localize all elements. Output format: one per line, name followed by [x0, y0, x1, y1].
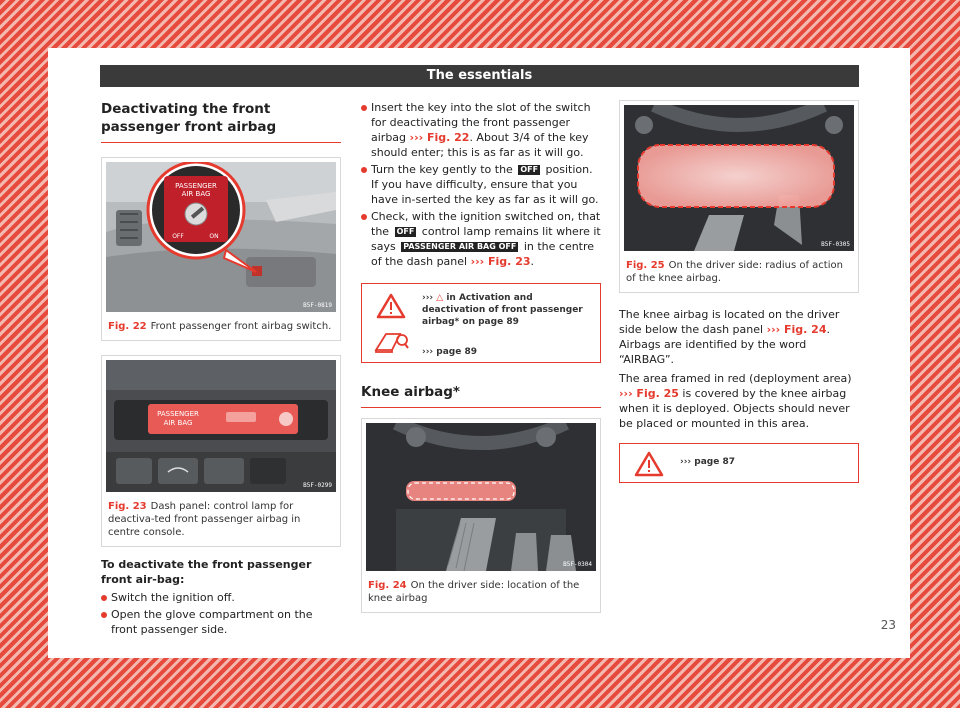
bullet-item: Switch the ignition off. — [101, 590, 341, 605]
figure-caption: Fig. 25 On the driver side: radius of action of the knee airbag. — [626, 260, 843, 284]
figure-code: B5F-0304 — [563, 561, 592, 568]
section-title: Knee airbag* — [361, 383, 601, 408]
figure-code: B5F-0819 — [303, 302, 332, 309]
bullet-item: Turn the key gently to the OFF position. If you have difficulty, ensure that you have in-serted the key as far as it will go. — [361, 162, 601, 207]
warning-box — [619, 443, 859, 483]
warning-triangle-icon — [634, 451, 664, 477]
page-reference[interactable]: ››› page 87 — [680, 457, 735, 467]
figure-link[interactable]: ››› Fig. 23 — [470, 255, 531, 268]
knee-airbag-location-illustration — [366, 423, 596, 571]
figure-caption: Fig. 24 On the driver side: location of the knee airbag — [368, 580, 580, 604]
dashboard-illustration — [106, 162, 336, 312]
bullet-item: Check, with the ignition switched on, that the OFF control lamp remains lit where it says PASSENGER AIR BAG OFF in the centre of the dash panel ››› Fig. 23. — [361, 209, 601, 269]
figure-23 — [101, 355, 341, 547]
figure-number: Fig. 23 — [108, 501, 147, 512]
console-illustration — [106, 360, 336, 492]
figure-code: B5F-0305 — [821, 241, 850, 248]
switch-off-label: OFF — [172, 233, 184, 240]
switch-label-2: AIR BAG — [181, 190, 211, 198]
subheading: To deactivate the front passenger front air-bag: — [101, 558, 312, 586]
page-number: 23 — [880, 618, 896, 632]
off-symbol: OFF — [520, 165, 539, 174]
column-right — [619, 100, 859, 483]
column-middle — [361, 100, 601, 613]
lamp-label-2: AIR BAG — [163, 419, 193, 427]
figure-number: Fig. 24 — [368, 580, 407, 591]
off-symbol: OFF — [396, 227, 415, 236]
figure-number: Fig. 25 — [626, 260, 665, 271]
figure-caption: Fig. 22 Front passenger front airbag switch. — [108, 321, 332, 332]
column-left — [101, 100, 341, 639]
switch-label-1: PASSENGER — [175, 182, 217, 190]
bullet-item: Open the glove compartment on the front passenger side. — [101, 607, 341, 637]
section-title: Deactivating the front passenger front airbag — [101, 100, 341, 143]
fig23-image — [106, 360, 336, 492]
page-header: The essentials — [100, 65, 859, 87]
figure-24 — [361, 418, 601, 613]
figure-number: Fig. 22 — [108, 321, 147, 332]
fig25-image — [624, 105, 854, 251]
figure-code: B5F-0299 — [303, 482, 332, 489]
deployment-area-paragraph: The area framed in red (deployment area) ››› Fig. 25 is covered by the knee airbag when it is deployed. Objects should never be placed or mounted in this area. — [619, 372, 852, 430]
figure-link[interactable]: ››› Fig. 25 — [619, 387, 679, 400]
figure-22 — [101, 157, 341, 341]
figure-25 — [619, 100, 859, 293]
bullet-list — [361, 100, 601, 269]
knee-airbag-paragraph: The knee airbag is located on the driver side below the dash panel ››› Fig. 24. Airbags are identified by the word “AIRBAG”. — [619, 308, 840, 366]
page-reference[interactable]: ››› page 89 — [422, 347, 477, 357]
passenger-airbag-off-symbol: PASSENGER AIR BAG OFF — [403, 242, 517, 251]
figure-link[interactable]: ››› Fig. 22 — [409, 131, 470, 144]
fig24-image — [366, 423, 596, 571]
instructions — [101, 557, 341, 637]
warning-triangle-icon — [376, 293, 406, 319]
figure-caption: Fig. 23 Dash panel: control lamp for deactiva-ted front passenger airbag in centre console. — [108, 501, 301, 538]
warning-box — [361, 283, 601, 363]
switch-on-label: ON — [209, 233, 219, 240]
warning-inline-icon: △ — [436, 293, 444, 303]
fig22-image — [106, 162, 336, 312]
figure-link[interactable]: ››› Fig. 24 — [766, 323, 827, 336]
bullet-item: Insert the key into the slot of the switch for deactivating the front passenger airbag ››› Fig. 22. About 3/4 of the key should enter; this is as far as it will go. — [361, 100, 601, 160]
lamp-label-1: PASSENGER — [157, 410, 199, 418]
manual-book-icon — [374, 330, 410, 354]
knee-airbag-deployment-illustration — [624, 105, 854, 251]
warning-reference[interactable]: ››› △ in Activation and deactivation of front passenger airbag* on page 89 — [422, 293, 583, 327]
